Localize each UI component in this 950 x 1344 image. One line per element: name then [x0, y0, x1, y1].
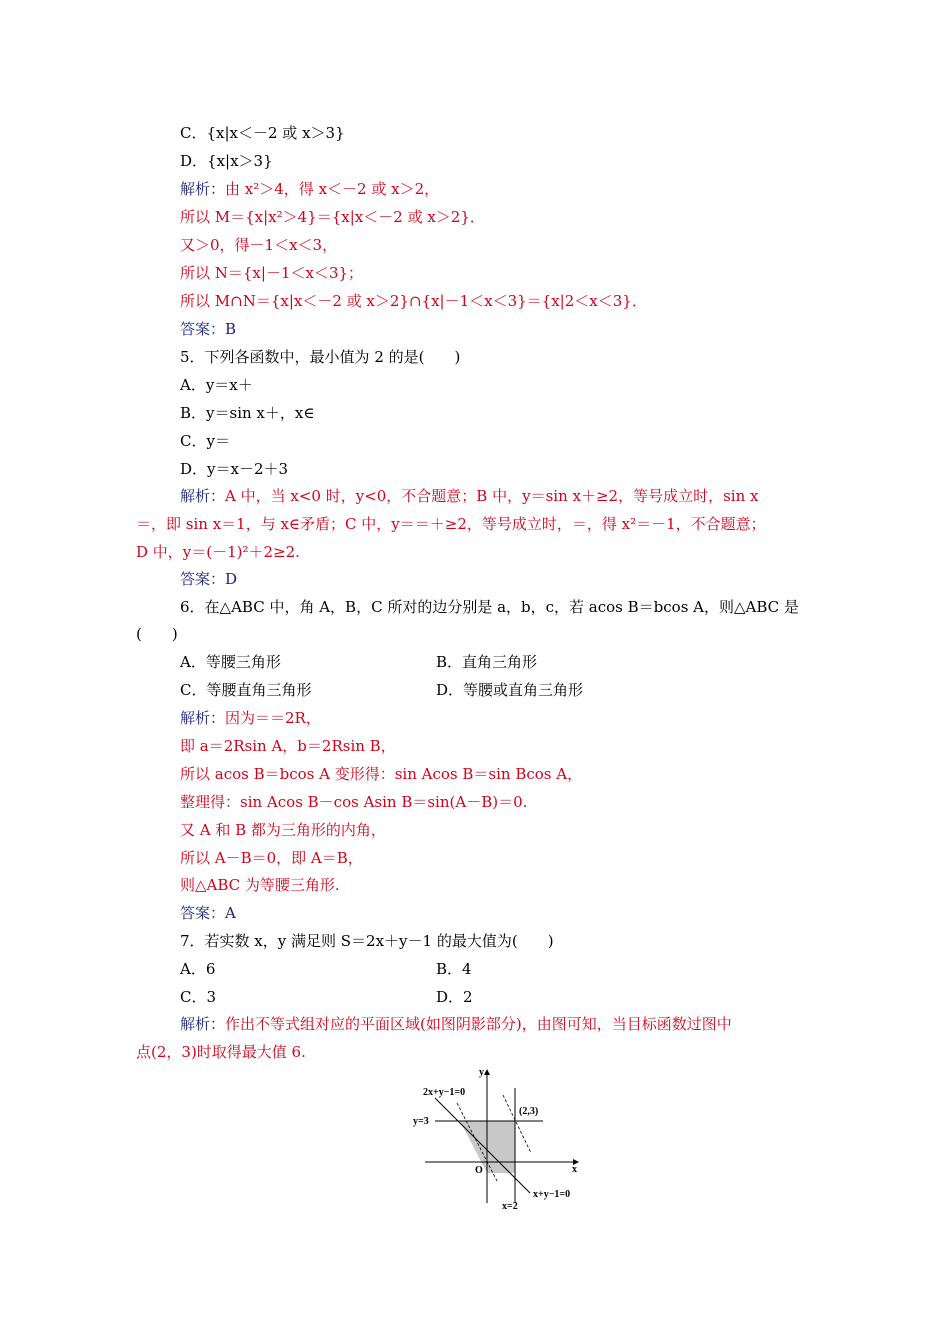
text-line-l33 — [180, 959, 215, 979]
text-line-l03 — [180, 179, 439, 199]
line-text: A．y＝x＋ — [180, 376, 253, 394]
text-line-l01 — [180, 123, 345, 143]
line-text: B．y＝sin x＋，x∈ — [180, 404, 315, 422]
text-line-l32 — [180, 931, 554, 951]
line-text: A．等腰三角形 — [180, 653, 281, 671]
line-text: D．等腰或直角三角形 — [436, 681, 584, 699]
line-text: 整理得：sin Acos B－cos Asin B＝sin(A－B)＝0. — [180, 793, 528, 811]
line-text: C．等腰直角三角形 — [180, 681, 312, 699]
text-line-l20 — [180, 652, 281, 672]
line-text: C．y＝ — [180, 432, 230, 450]
line-text: 所以 A－B＝0，即 A＝B， — [180, 849, 363, 867]
line-x-plus-y — [435, 1098, 530, 1193]
line-text: D．{x|x＞3} — [180, 152, 273, 170]
line-text: A — [225, 904, 236, 922]
text-line-l10 — [180, 375, 253, 395]
line-text: D．2 — [436, 988, 473, 1006]
line-label: 解析： — [180, 487, 226, 505]
line-text: A．6 — [180, 960, 216, 978]
line-text: 因为＝＝2R， — [225, 709, 321, 727]
line-text: 又＞0，得－1＜x＜3， — [180, 236, 338, 254]
text-line-l26 — [180, 764, 582, 784]
text-line-l11 — [180, 403, 314, 423]
text-line-l21 — [436, 652, 537, 672]
text-line-l23 — [436, 680, 583, 700]
text-line-l06 — [180, 263, 363, 283]
y-axis-arrow — [484, 1069, 490, 1075]
line-text: 作出不等式组对应的平面区域(如图阴影部分)，由图可知，当目标函数过图中 — [225, 1015, 732, 1033]
line-text: 7．若实数 x，y 满足则 S＝2x＋y－1 的最大值为( ) — [180, 932, 554, 950]
line-label: 解析： — [180, 1015, 226, 1033]
line-text: B．直角三角形 — [436, 653, 538, 671]
text-line-l19 — [136, 624, 178, 644]
text-line-l28 — [180, 820, 386, 840]
text-line-l02 — [180, 151, 273, 171]
text-line-l24 — [180, 708, 321, 728]
line-text: ＝，即 sin x＝1，与 x∈矛盾；C 中，y＝＝＋≥2，等号成立时，＝，得 x²＝－1，不合题意； — [136, 515, 766, 533]
text-line-l14 — [180, 486, 758, 506]
line-text: 所以 M∩N＝{x|x＜－2 或 x＞2}∩{x|－1＜x＜3}＝{x|2＜x＜3}． — [180, 292, 647, 310]
line-text: 所以 acos B＝bcos A 变形得：sin Acos B＝sin Bcos A， — [180, 765, 583, 783]
line-text: D．y＝x－2＋3 — [180, 460, 289, 478]
line-text: B．4 — [436, 960, 472, 978]
line-text: ( ) — [136, 625, 178, 643]
line-label: 答案： — [180, 320, 226, 338]
text-line-l37 — [180, 1014, 732, 1034]
text-line-l29 — [180, 848, 363, 868]
line-text: 6．在△ABC 中，角 A，B，C 所对的边分别是 a，b，c，若 acos B＝bcos A，则△ABC 是 — [180, 598, 799, 616]
line-text: 所以 N＝{x|－1＜x＜3}； — [180, 264, 364, 282]
line-text: C．3 — [180, 988, 217, 1006]
line-text: B — [225, 320, 237, 338]
text-line-l25 — [180, 736, 396, 756]
text-line-l16 — [136, 542, 300, 562]
text-line-l35 — [180, 987, 216, 1007]
line-text: 5．下列各函数中，最小值为 2 的是( ) — [180, 348, 461, 366]
text-line-l30 — [180, 875, 340, 895]
label-origin: O — [475, 1165, 483, 1176]
label-x2: x=2 — [502, 1201, 518, 1212]
text-line-l17 — [180, 569, 237, 589]
line-text: D — [225, 570, 238, 588]
line-text: 点(2，3)时取得最大值 6. — [136, 1043, 306, 1061]
label-x-axis: x — [572, 1164, 577, 1175]
text-line-l13 — [180, 459, 288, 479]
text-line-l31 — [180, 903, 236, 923]
text-line-l12 — [180, 431, 230, 451]
line-text: D 中，y＝(－1)²＋2≥2. — [136, 543, 300, 561]
label-point: (2,3) — [519, 1106, 539, 1117]
line-label: 答案： — [180, 570, 226, 588]
line-label: 解析： — [180, 709, 226, 727]
text-line-l04 — [180, 207, 485, 227]
line-text: C．{x|x＜－2 或 x＞3} — [180, 124, 345, 142]
text-line-l08 — [180, 319, 236, 339]
feasible-region-figure — [405, 1063, 595, 1213]
label-y3: y=3 — [413, 1116, 429, 1127]
text-line-l27 — [180, 792, 527, 812]
label-y-axis: y — [479, 1067, 484, 1078]
text-line-l22 — [180, 680, 311, 700]
text-line-l38 — [136, 1042, 306, 1062]
line-text: 又 A 和 B 都为三角形的内角， — [180, 821, 386, 839]
text-line-l07 — [180, 291, 647, 311]
line-text: A 中，当 x<0 时，y<0，不合题意；B 中，y＝sin x＋≥2，等号成立时，sin x — [225, 487, 759, 505]
line-label: 解析： — [180, 180, 226, 198]
text-line-l18 — [180, 597, 799, 617]
line-text: 即 a＝2Rsin A，b＝2Rsin B， — [180, 737, 396, 755]
text-line-l15 — [136, 514, 766, 534]
line-text: 由 x²＞4，得 x＜－2 或 x＞2， — [225, 180, 440, 198]
line-label: 答案： — [180, 904, 226, 922]
text-line-l36 — [436, 987, 473, 1007]
text-line-l05 — [180, 235, 337, 255]
label-xy-line: x+y−1=0 — [533, 1189, 571, 1200]
line-text: 所以 M＝{x|x²＞4}＝{x|x＜－2 或 x＞2}． — [180, 208, 485, 226]
label-2x-line: 2x+y−1=0 — [423, 1087, 466, 1098]
text-line-l09 — [180, 347, 460, 367]
text-line-l34 — [436, 959, 472, 979]
line-text: 则△ABC 为等腰三角形. — [180, 876, 340, 894]
